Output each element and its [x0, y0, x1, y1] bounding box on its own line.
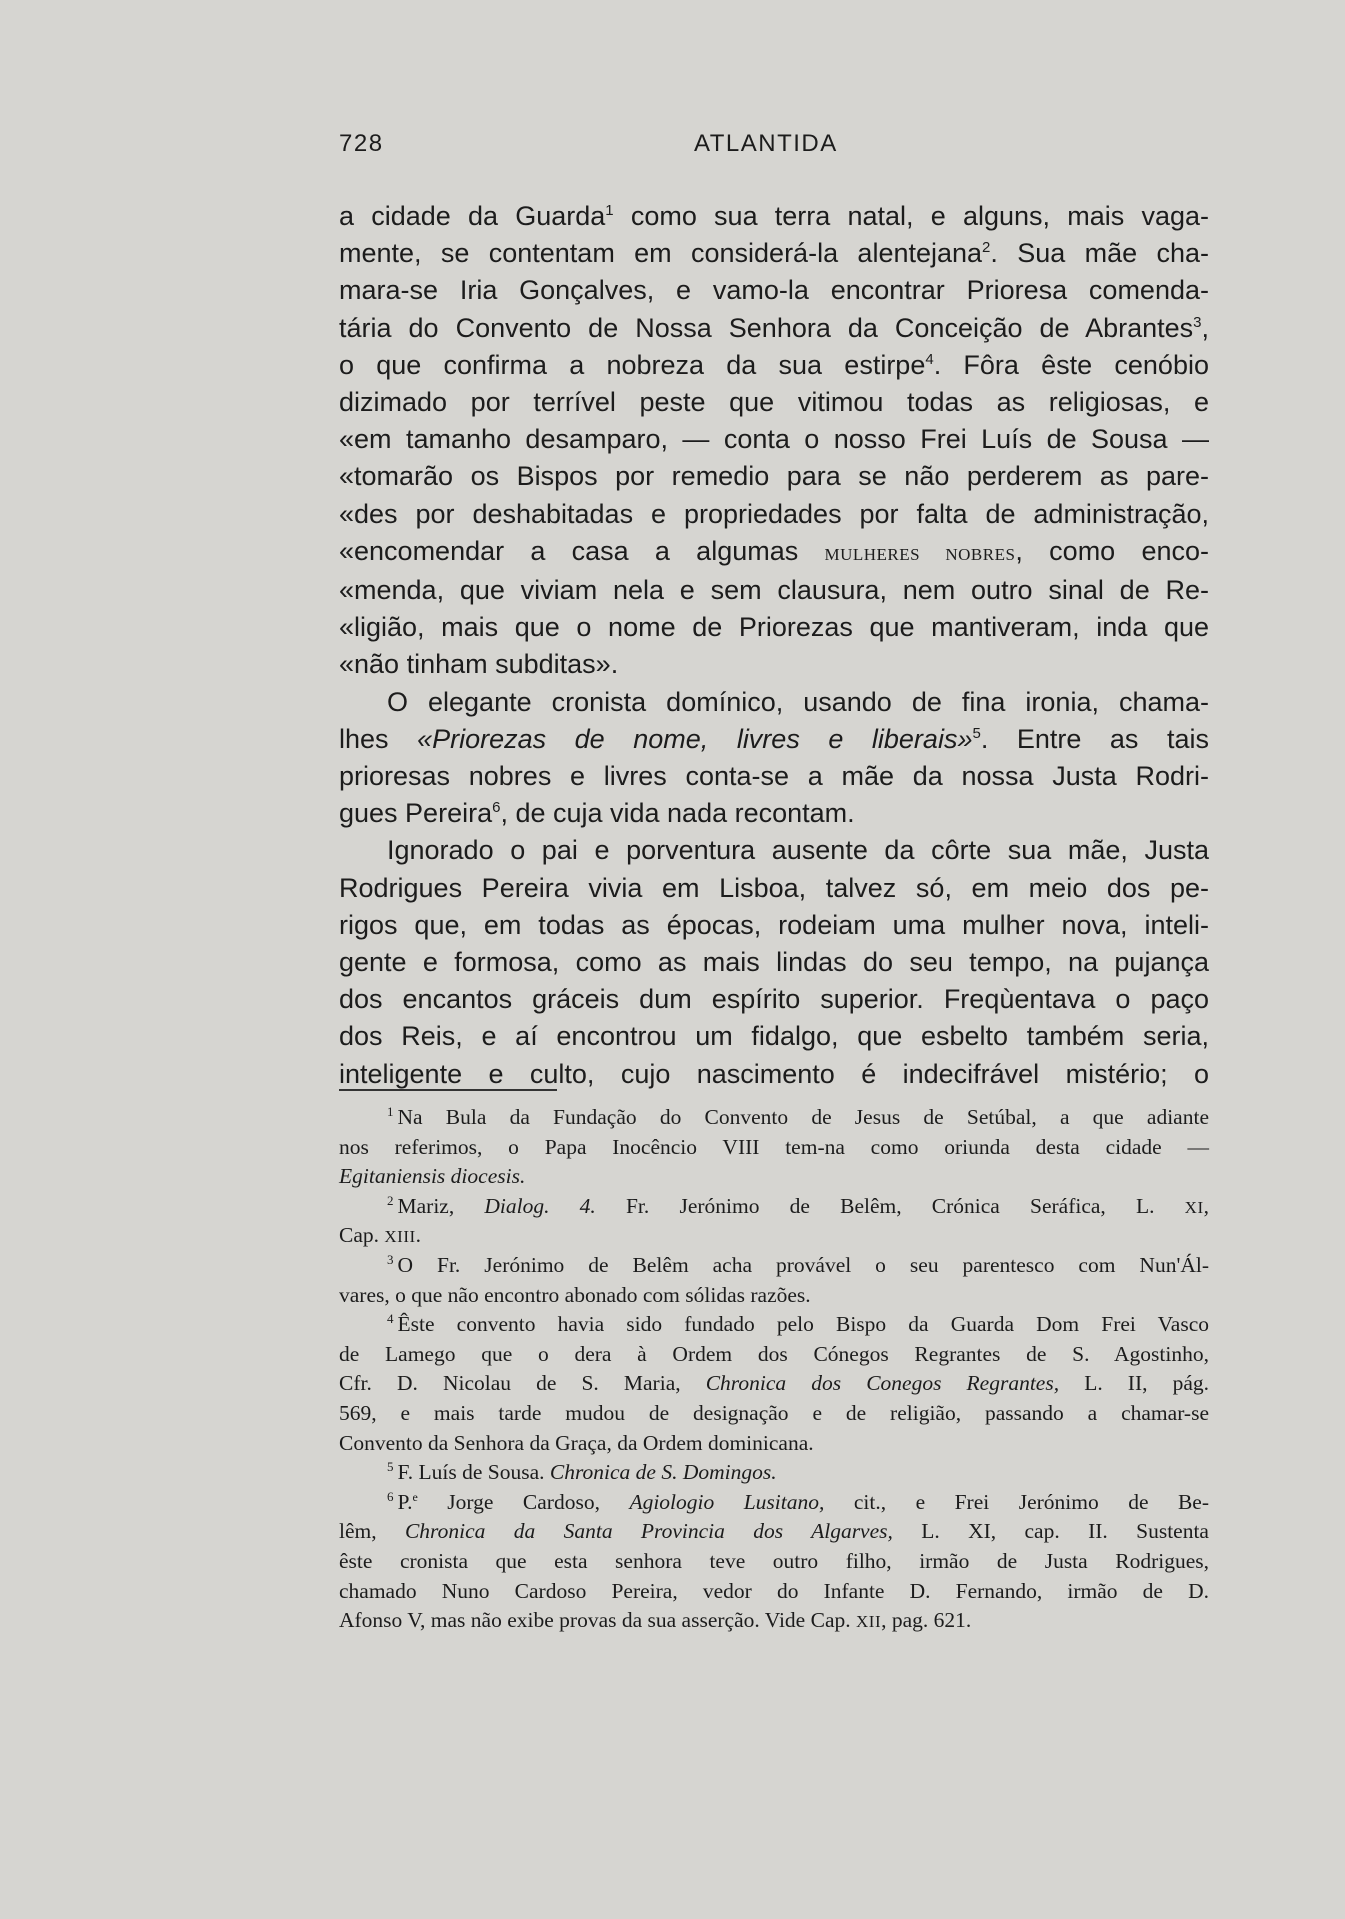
footnote-line: Egitaniensis diocesis. [339, 1164, 526, 1189]
footnote-line: êste cronista que esta senhora teve outro filho, irmão de Justa Rodrigues, [339, 1548, 1209, 1573]
footnote-divider [339, 1089, 557, 1091]
text-line: O elegante cronista domínico, usando de fina ironia, chama- [387, 686, 1209, 717]
footnote-ref[interactable]: 1 [605, 202, 614, 219]
text-line: dizimado por terrível peste que vitimou todas as religiosas, e [339, 387, 1209, 418]
footnote-line: Cap. xiii. [339, 1222, 422, 1249]
footnote-line: de Lamego que o dera à Ordem dos Cónegos Regrantes de S. Agostinho, [339, 1341, 1209, 1366]
footnote-line: Cfr. D. Nicolau de S. Maria, Chronica dos Conegos Regrantes, L. II, pág. [339, 1371, 1209, 1396]
text-line: o que confirma a nobreza da sua estirpe$^4$. Fôra êste cenóbio [339, 349, 1209, 380]
page-number: 728 [339, 130, 384, 157]
text-line: «não tinham subditas». [339, 649, 619, 680]
footnote-ref[interactable]: 2 [982, 239, 991, 257]
body-text [339, 198, 1209, 1093]
footnote-line: 569, e mais tarde mudou de designação e de religião, passando a chamar-se [339, 1400, 1209, 1425]
text-line: «ligião, mais que o nome de Priorezas que mantiveram, inda que [339, 612, 1209, 643]
text-line: «des por deshabitadas e propriedades por falta de administração, [339, 498, 1209, 529]
text-line: dos encantos gráceis dum espírito superior. Freqùentava o paço [339, 984, 1209, 1015]
text-line: dos Reis, e aí encontrou um fidalgo, que esbelto também seria, [339, 1021, 1209, 1052]
page-header [339, 130, 1209, 170]
footnote-ref[interactable]: 5 [972, 724, 981, 742]
footnote-number: 2 [387, 1192, 394, 1208]
small-caps-text: mulheres nobres [824, 539, 1016, 566]
footnotes [339, 1103, 1209, 1636]
text-line: lhes «Priorezas de nome, livres e liberais»$^5$. Entre as tais [339, 723, 1209, 754]
text-line: mente, se contentam em considerá-la alentejana$^2$. Sua mãe cha- [339, 238, 1210, 269]
text-line: «tomarão os Bispos por remedio para se não perderem as pare- [339, 461, 1209, 492]
footnote-number: 6 [387, 1488, 394, 1504]
text-line: rigos que, em todas as épocas, rodeiam uma mulher nova, inteli- [339, 909, 1209, 940]
footnote-6: $^6$ P.$^e$ Jorge Cardoso, Agiologio Lusitano, cit., e Frei Jerónimo de Be- [387, 1488, 1210, 1514]
footnote-number: 5 [387, 1458, 394, 1474]
footnote-line: vares, o que não encontro abonado com sólidas razões. [339, 1282, 811, 1307]
text-line: inteligente e culto, cujo nascimento é indecifrável mistério; o [339, 1058, 1209, 1089]
text-line: tária do Convento de Nossa Senhora da Conceição de Abrantes$^3$, [339, 312, 1209, 343]
footnote-2: $^2$ Mariz, Dialog. 4. Fr. Jerónimo de Belêm, Crónica Seráfica, L. xi, [387, 1192, 1209, 1219]
footnote-ref[interactable]: 4 [925, 350, 934, 368]
footnote-line: nos referimos, o Papa Inocêncio VIII tem-na como oriunda desta cidade — [339, 1134, 1209, 1159]
text-line: Ignorado o pai e porventura ausente da côrte sua mãe, Justa [387, 835, 1209, 866]
footnote-5: $^5$ F. Luís de Sousa. Chronica de S. Domingos. [387, 1458, 777, 1485]
footnote-3: $^3$ O Fr. Jerónimo de Belêm acha provável o seu parentesco com Nun'Ál- [387, 1251, 1209, 1277]
footnote-number: 3 [387, 1251, 394, 1267]
text-line: «em tamanho desamparo, — conta o nosso Frei Luís de Sousa — [339, 424, 1209, 455]
footnote-line: lêm, Chronica da Santa Provincia dos Algarves, L. XI, cap. II. Sustenta [339, 1519, 1209, 1544]
footnote-line: Convento da Senhora da Graça, da Ordem dominicana. [339, 1430, 814, 1455]
footnote-number: 4 [387, 1311, 394, 1326]
text-line: prioresas nobres e livres conta-se a mãe da nossa Justa Rodri- [339, 761, 1209, 792]
text-line: «encomendar a casa a algumas mulheres nobres, como enco- [339, 535, 1209, 566]
footnote-line: chamado Nuno Cardoso Pereira, vedor do Infante D. Fernando, irmão de D. [339, 1578, 1209, 1603]
text-line: gente e formosa, como as mais lindas do seu tempo, na pujança [339, 947, 1209, 978]
text-line: Rodrigues Pereira vivia em Lisboa, talvez só, em meio dos pe- [339, 872, 1209, 903]
footnote-ref[interactable]: 6 [492, 799, 501, 817]
footnote-ref[interactable]: 3 [1193, 313, 1202, 331]
footnote-4: $^4$ Êste convento havia sido fundado pelo Bispo da Guarda Dom Frei Vasco [387, 1311, 1209, 1337]
running-title: ATLANTIDA [694, 130, 838, 157]
italic-quote: «Priorezas de nome, livres e liberais» [417, 723, 973, 754]
footnote-line: Afonso V, mas não exibe provas da sua asserção. Vide Cap. xii, pag. 621. [339, 1607, 972, 1634]
text-line: a cidade da Guarda$^1$ como sua terra natal, e alguns, mais vaga- [339, 201, 1209, 231]
text-line: mara-se Iria Gonçalves, e vamo-la encontrar Prioresa comenda- [339, 275, 1209, 306]
footnote-number: 1 [387, 1103, 394, 1119]
text-line: «menda, que viviam nela e sem clausura, nem outro sinal de Re- [339, 575, 1209, 606]
footnote-1: $^1$ Na Bula da Fundação do Convento de Jesus de Setúbal, a que adiante [387, 1103, 1209, 1129]
text-line: gues Pereira$^6$, de cuja vida nada recontam. [339, 798, 855, 829]
